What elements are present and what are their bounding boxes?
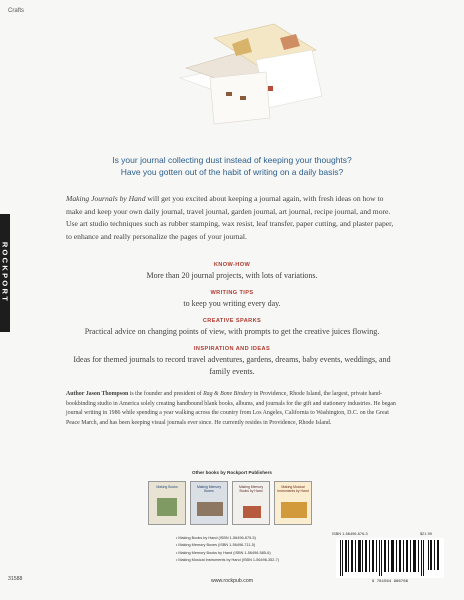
book-cover-title: Making Memory Books by Hand bbox=[238, 485, 264, 493]
price-label: $21.99 bbox=[420, 531, 432, 536]
company-name: Rag & Bone Bindery bbox=[203, 391, 253, 397]
list-item: • Making Books by Hand (ISBN 1-56496-675-5) bbox=[176, 536, 256, 540]
book-cover bbox=[232, 481, 270, 525]
book-cover-title: Making Musical Instruments by Hand bbox=[277, 485, 309, 493]
category-label: Crafts bbox=[8, 8, 25, 14]
section-heading: KNOW-HOW bbox=[213, 262, 251, 268]
question-2: Have you gotten out of the habit of writing on a daily basis? bbox=[120, 167, 344, 177]
book-cover-title: Making Memory Boxes bbox=[196, 485, 222, 493]
section-heading: INSPIRATION AND IDEAS bbox=[193, 346, 271, 352]
author-name: Author Jason Thompson bbox=[66, 391, 129, 397]
intro-text: will get you excited about keeping a journal again, with fresh ideas on how to make and keep your own daily journal, travel journal, garden journal, art journal, recipe journal, and more. Use art studio techniques such as rubber stamping, wax resist, leaf transfer, paper cutting, and plaster paper, to enhance and really personalize the pages of your journal. bbox=[66, 194, 394, 241]
product-code: 31588 bbox=[8, 576, 23, 582]
other-books-heading: Other books by Rockport Publishers bbox=[192, 470, 272, 475]
barcode-graphic bbox=[336, 538, 444, 578]
author-text: is the founder and president of bbox=[128, 391, 204, 397]
section-body: Ideas for themed journals to record travel adventures, gardens, dreams, baby events, weddings, and family events. bbox=[73, 355, 391, 376]
list-item: • Making Memory Boxes (ISBN 1-56496-711-5) bbox=[176, 543, 256, 548]
section-body: More than 20 journal projects, with lots of variations. bbox=[146, 271, 318, 280]
book-cover bbox=[274, 481, 312, 525]
section-body: Practical advice on changing points of view, with prompts to get the creative juices flowing. bbox=[84, 327, 380, 336]
author-text: in Providence, Rhode Island, the largest, private hand-bookbinding studio in America solely creating handbound blank books, albums, and journals for the gift and stationery industries. He began journal writing in 1986 while spending a year walking across the country from Los Angeles, California to Washington, D.C. on the Great Peace March, and has been keeping visual journals ever since. He currently resides in Providence, Rhode Island. bbox=[66, 391, 396, 426]
book-cover-title: Making Books bbox=[156, 485, 178, 489]
book-cover bbox=[148, 481, 186, 525]
publisher-spine-label: ROCKPORT bbox=[0, 241, 10, 304]
list-item: • Making Memory Books by Hand (ISBN 1-56496-585-6) bbox=[176, 550, 271, 555]
section-heading: CREATIVE SPARKS bbox=[202, 318, 262, 324]
journals-photo bbox=[176, 20, 326, 140]
book-cover bbox=[190, 481, 228, 525]
section-body: to keep you writing every day. bbox=[183, 299, 281, 308]
barcode-number: 9 781564 966766 bbox=[371, 580, 408, 584]
list-item: • Making Musical Instruments by Hand (ISBN 1-56496-352-7) bbox=[176, 558, 280, 563]
website-url[interactable]: www.rockpub.com bbox=[210, 578, 254, 584]
author-bio bbox=[66, 390, 398, 428]
section-heading: WRITING TIPS bbox=[210, 290, 254, 296]
other-books-list bbox=[176, 535, 279, 565]
book-title: Making Journals by Hand bbox=[66, 194, 146, 203]
question-1: Is your journal collecting dust instead of keeping your thoughts? bbox=[112, 155, 352, 165]
intro-paragraph bbox=[66, 193, 398, 243]
isbn-label: ISBN 1-56496-676-3 bbox=[332, 531, 368, 536]
